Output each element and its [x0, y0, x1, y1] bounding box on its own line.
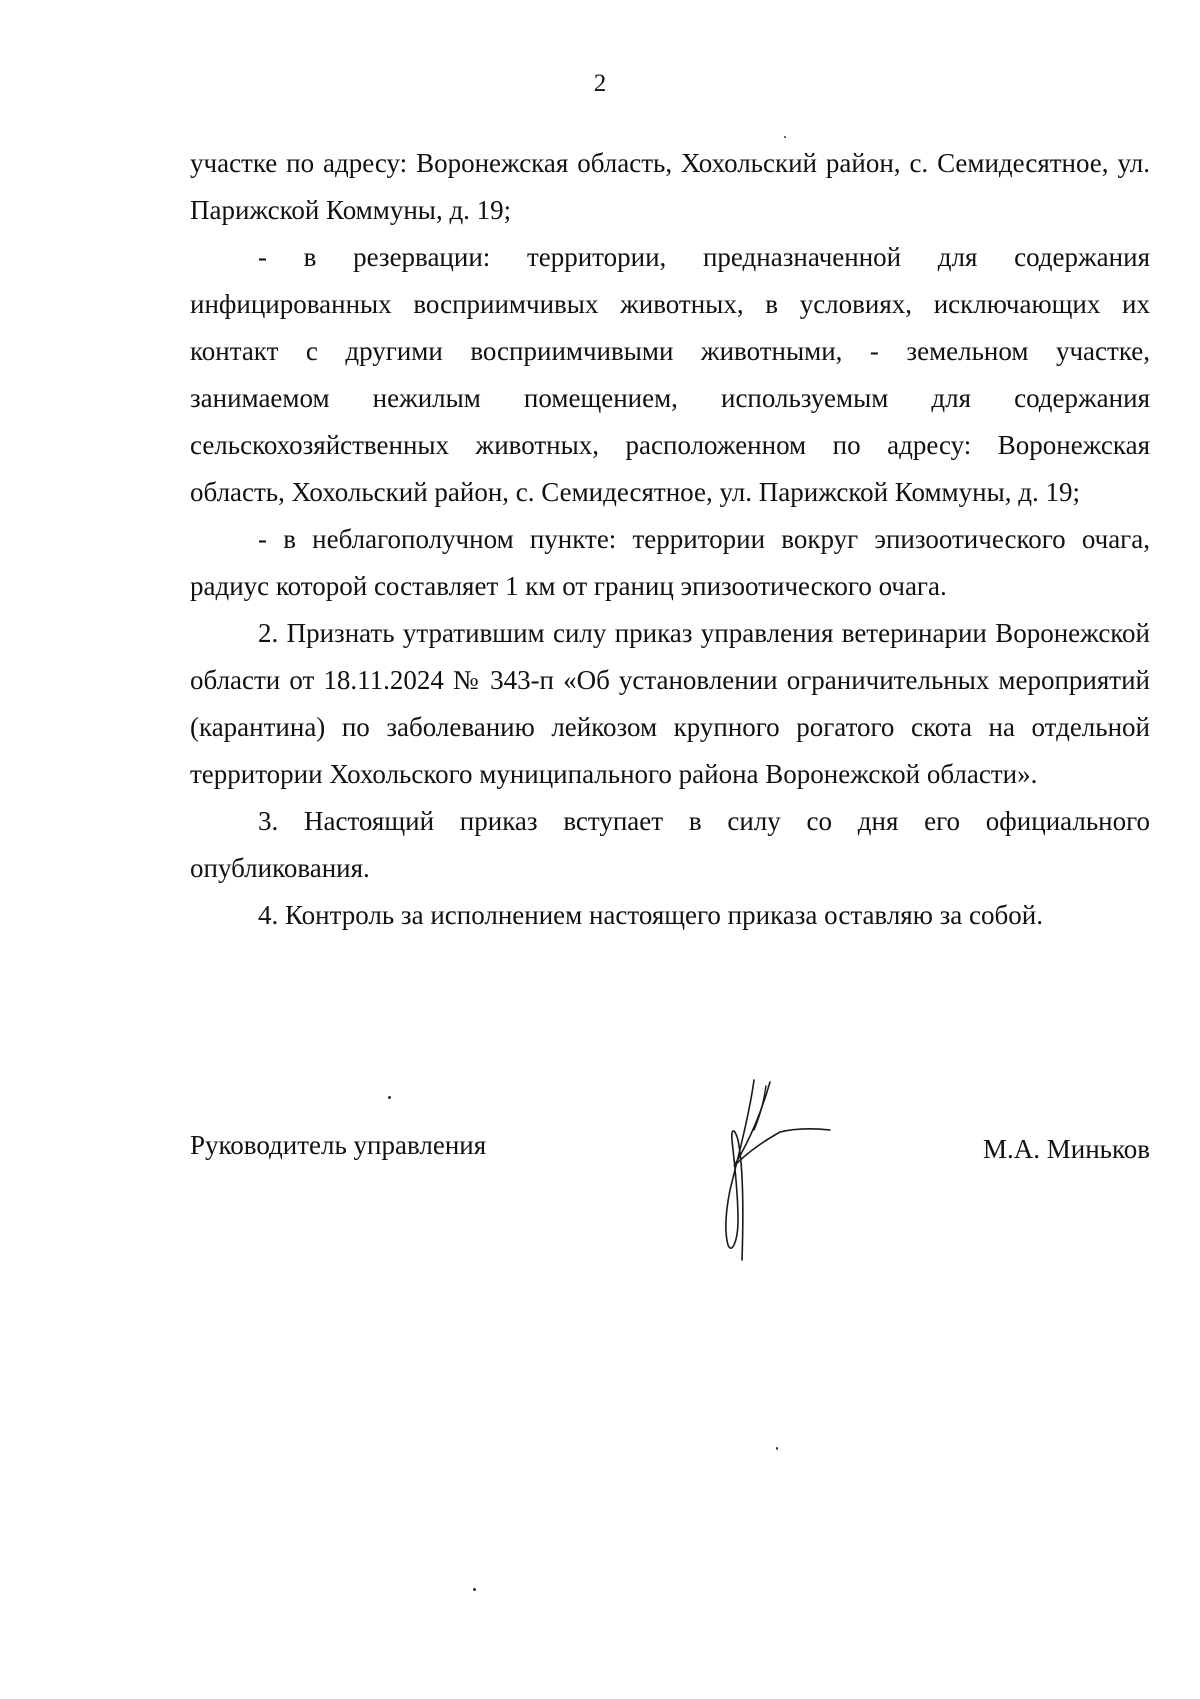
scan-speck — [473, 1588, 476, 1591]
page-number: 2 — [593, 70, 607, 97]
scan-speck — [388, 1096, 391, 1099]
signer-name: М.А. Миньков — [983, 1134, 1150, 1164]
handwritten-signature — [720, 1070, 840, 1270]
paragraph-reservation: - в резервации: территории, предназначенной для содержания инфицированных восприимчивых животных, в условиях, исключающих их контакт с другими восприимчивыми животными, - земельном участке, занимаемом нежилым помещением, используемым для содержания сельскохозяйственных животных, расположенном по адресу: Воронежская область, Хохольский район, с. Семидесятное, ул. Парижской Коммуны, д. 19; — [190, 242, 1150, 507]
paragraph-unfavorable-point: - в неблагополучном пункте: территории вокруг эпизоотического очага, радиус которой составляет 1 км от границ эпизоотического очага. — [190, 524, 1150, 601]
scan-speck — [776, 1447, 778, 1450]
scan-speck — [784, 136, 786, 138]
paragraph-item-2: 2. Признать утратившим силу приказ управления ветеринарии Воронежской области от 18.11.2024 № 343-п «Об установлении ограничительных мероприятий (карантина) по заболеванию лейкозом крупного рогатого скота на отдельной территории Хохольского муниципального района Воронежской области». — [190, 618, 1150, 789]
document-body — [190, 140, 1150, 939]
signer-position: Руководитель управления — [190, 1130, 487, 1160]
paragraph-item-4: 4. Контроль за исполнением настоящего приказа оставляю за собой. — [258, 900, 1043, 930]
paragraph-item-3: 3. Настоящий приказ вступает в силу со дня его официального опубликования. — [190, 806, 1150, 883]
paragraph-address-continuation: участке по адресу: Воронежская область, Хохольский район, с. Семидесятное, ул. Парижской Коммуны, д. 19; — [190, 148, 1150, 225]
